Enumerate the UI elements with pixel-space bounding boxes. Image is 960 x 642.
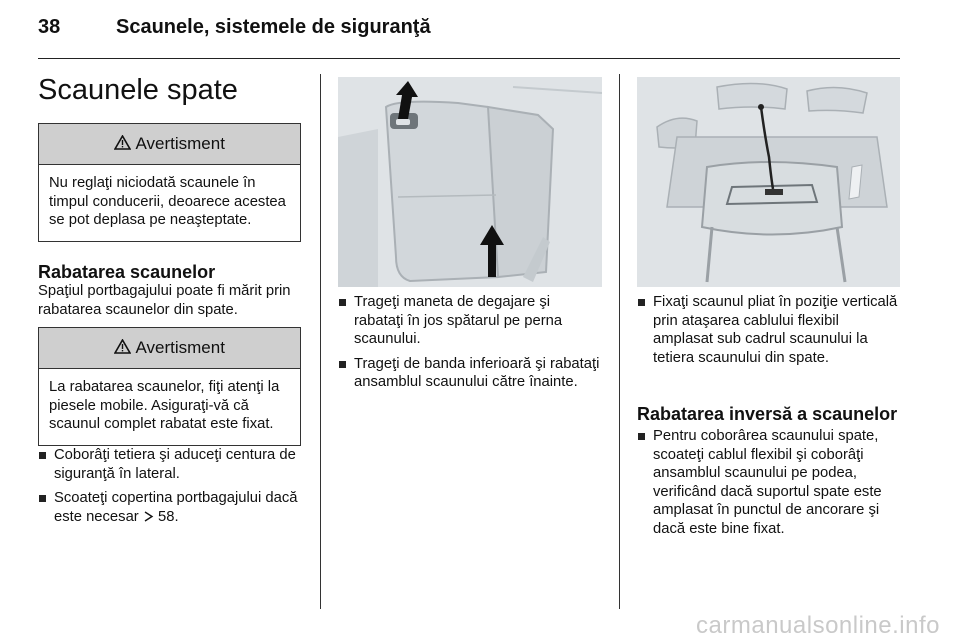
col2-bullet-list: [338, 293, 603, 398]
warning-header: [39, 124, 300, 165]
page-header: [38, 16, 431, 39]
page-ref-link[interactable]: 58.: [157, 508, 179, 525]
reverse-heading: Rabatarea inversă a scaunelor: [637, 404, 898, 424]
list-item: Pentru coborârea scaunului spate, scoateţi cablul flexibil şi coborâţi ansamblul scaunului pe podea, verificând dacă suportul spate este amplasat în punctul de ancorare şi dacă este bine fixat.: [637, 427, 905, 538]
folded-seat-illustration: [637, 77, 900, 287]
warning-triangle-icon: [114, 340, 135, 357]
warning-header: [39, 328, 300, 369]
warning-label: Avertisment: [135, 338, 225, 357]
warning-triangle-icon: [114, 136, 135, 153]
warning-box-1: [38, 123, 301, 242]
fold-heading: Rabatarea scaunelor: [38, 262, 216, 282]
warning-label: Avertisment: [135, 134, 225, 153]
list-item: Scoateţi copertina portbagajului dacă este necesar 58.: [38, 489, 303, 526]
column-divider-1: [320, 74, 321, 609]
chapter-title: Scaunele, sistemele de siguranţă: [116, 16, 431, 38]
page-ref-icon: [143, 509, 154, 525]
warning-text: La rabatarea scaunelor, fiţi atenţi la piesele mobile. Asiguraţi-vă că scaunul complet rabatat este fixat.: [49, 379, 280, 432]
fold-intro: Spaţiul portbagajului poate fi mărit prin rabatarea scaunelor din spate.: [38, 283, 291, 318]
warning-text: Nu reglaţi niciodată scaunele în timpul conducerii, deoarece acestea se pot deplasa pe neaşteptate.: [49, 175, 286, 228]
list-item: Coborâţi tetiera şi aduceţi centura de siguranţă în lateral.: [38, 446, 303, 483]
watermark: carmanualsonline.info: [696, 612, 940, 639]
col1-bullet-list: [38, 446, 303, 532]
header-rule: [38, 58, 900, 59]
seat-release-illustration: [338, 77, 602, 287]
col3-bullet-list: [637, 293, 902, 373]
list-item: Fixaţi scaunul pliat în poziţie verticală prin ataşarea cablului flexibil amplasat sub cadrul scaunului la tetiera scaunului din spate.: [637, 293, 902, 367]
list-item: Trageţi maneta de degajare şi rabataţi în jos spătarul pe perna scaunului.: [338, 293, 603, 349]
reverse-bullet-list: [637, 427, 905, 544]
warning-box-2: [38, 327, 301, 446]
column-divider-2: [619, 74, 620, 609]
list-item: Trageţi de banda inferioară şi rabataţi ansamblul scaunului către înainte.: [338, 355, 603, 392]
section-title: Scaunele spate: [38, 74, 238, 106]
page-number: 38: [38, 16, 61, 38]
